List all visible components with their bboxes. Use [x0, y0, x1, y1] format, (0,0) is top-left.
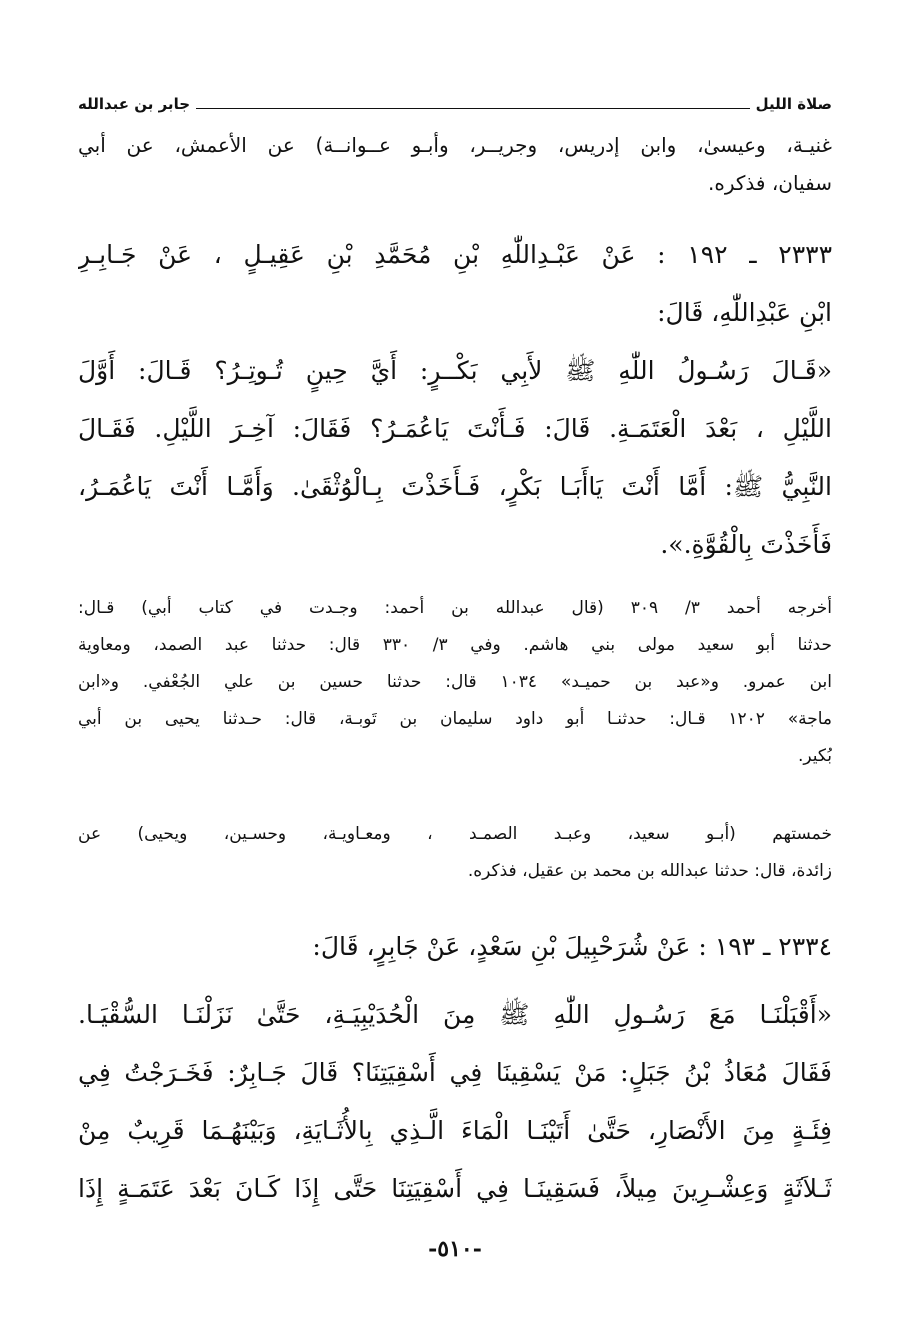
takhrij-line: ماجة» ١٢٠٢ قـال: حدثنـا أبو داود سليمان بن تَوبـة، قال: حـدثنا يحيى بن أبي: [78, 709, 832, 729]
page-number: -٥١٠-: [428, 1236, 482, 1262]
intro-paragraph: [78, 126, 832, 202]
takhrij-line: أخرجه أحمد ٣/ ٣٠٩ (قال عبدالله بن أحمد: وجـدت في كتاب أبي) قـال:: [78, 598, 832, 618]
hadith-2333-heading: [78, 226, 832, 342]
hadith-heading-line: ٢٣٣٤ ـ ١٩٣ : عَنْ شُرَحْبِيلَ بْنِ سَعْدٍ، عَنْ جَابِرٍ، قَالَ:: [312, 932, 832, 961]
intro-line: غنيـة، وعيسىٰ، وابن إدريس، وجريــر، وأبـو عــوانــة) عن الأعمش، عن أبي: [78, 133, 832, 157]
hadith-text-line: النَّبِيُّ ﷺ: أَمَّا أَنْتَ يَاأَبَـا بَكْرٍ، فَـأَخَذْتَ بِـالْوُثْقَىٰ. وَأَمَّـا أَنْتَ يَاعُمَـرُ،: [78, 472, 832, 501]
hadith-text-line: «قَـالَ رَسُـولُ اللّٰهِ ﷺ لأَبِي بَكْــرٍ: أَيَّ حِينٍ تُـوتِـرُ؟ قَـالَ: أَوَّلَ: [78, 356, 832, 385]
takhrij-line: ابن عمرو. و«عبد بن حميـد» ١٠٣٤ قال: حدثنا حسين بن علي الجُعْفي. و«ابن: [78, 672, 832, 692]
running-header: [78, 92, 832, 116]
takhrij-summary-line: خمستهم (أبـو سعيد، وعبـد الصمـد ، ومعـاويـة، وحسـين، ويحيى) عن: [78, 824, 832, 844]
book-title: صلاة الليل: [755, 95, 832, 113]
takhrij-summary-line: زائدة، قال: حدثنا عبدالله بن محمد بن عقيل، فذكره.: [467, 861, 832, 881]
hadith-2334-text: [78, 986, 832, 1218]
intro-line: سفيان، فذكره.: [708, 171, 832, 195]
header-rule: [196, 108, 750, 109]
hadith-heading-line: ابْنِ عَبْدِاللّٰهِ، قَالَ:: [657, 298, 832, 327]
takhrij-2333: [78, 590, 832, 775]
hadith-heading-line: ٢٣٣٣ ـ ١٩٢ : عَنْ عَبْـدِاللّٰهِ بْنِ مُحَمَّدِ بْنِ عَقِيـلٍ ، عَنْ جَـابِـرِ: [78, 240, 832, 269]
hadith-text-line: فَقَالَ مُعَاذُ بْنُ جَبَلٍ: مَنْ يَسْقِينَا فِي أَسْقِيَتِنَا؟ قَالَ جَـابِرٌ: فَخَـرَجْتُ فِي: [78, 1058, 832, 1087]
hadith-text-line: فِئَـةٍ مِنَ الأَنْصَارِ، حَتَّىٰ أَتَيْنَـا الْمَاءَ الَّـذِي بِالأُثَـايَةِ، وَبَيْنَهُـمَا قَرِيبٌ مِنْ: [78, 1116, 832, 1145]
hadith-text-line: ثَـلاَثَةٍ وَعِشْـرِينَ مِيلاً، فَسَقِينَـا فِي أَسْقِيَتِنَا حَتَّى إِذَا كَـانَ بَعْدَ عَتَمَـةٍ إِذَا: [78, 1174, 832, 1203]
hadith-2334-heading: [78, 918, 832, 976]
hadith-text-line: «أَقْبَلْنَـا مَعَ رَسُـولِ اللّٰهِ ﷺ مِنَ الْحُدَيْبِيَـةِ، حَتَّىٰ نَزَلْنَـا السُّقْيَـا.: [78, 1000, 832, 1029]
takhrij-2333-summary: [78, 816, 832, 890]
chapter-title: جابر بن عبدالله: [78, 95, 191, 113]
takhrij-line: حدثنا أبو سعيد مولى بني هاشم. وفي ٣/ ٣٣٠ قال: حدثنا عبد الصمد، ومعاوية: [78, 635, 832, 655]
hadith-text-line: فَأَخَذْتَ بِالْقُوَّةِ.».: [660, 530, 832, 559]
takhrij-line: بُكير.: [797, 746, 832, 766]
hadith-2333-text: [78, 342, 832, 574]
hadith-text-line: اللَّيْلِ ، بَعْدَ الْعَتَمَـةِ. قَالَ: فَـأَنْتَ يَاعُمَـرُ؟ فَقَالَ: آخِـرَ اللَّيْلِ. فَقَـالَ: [78, 414, 832, 443]
